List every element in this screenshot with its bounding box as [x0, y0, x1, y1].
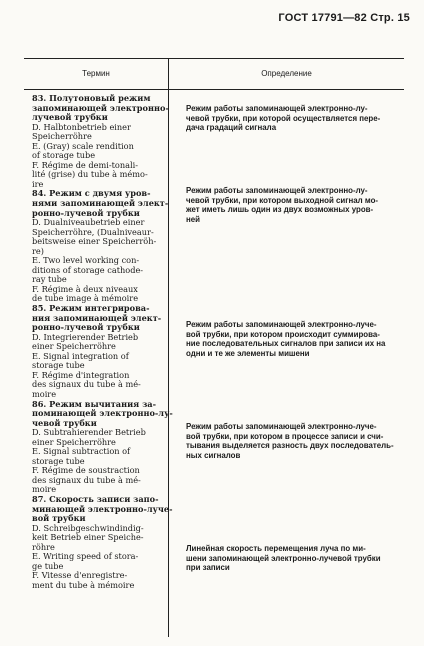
definition-line: чевой трубки, при которой осуществляется пере- [186, 113, 381, 123]
definition-line: одни и те же элементы мишени [186, 348, 310, 358]
term-foreign-line: F. Régime d'integration [32, 369, 130, 380]
column-header-definition: Определение [261, 69, 312, 78]
term-foreign-line: Speicherröhre, (Dualniveaur- [32, 226, 154, 237]
term-russian-line: ронно-лучевой трубки [32, 322, 140, 333]
term-entry [32, 398, 173, 495]
term-foreign-line: ray tube [32, 274, 67, 285]
definition-entry [186, 320, 398, 358]
definition-line: ней [186, 214, 201, 224]
term-foreign-line: of storage tube [32, 150, 96, 161]
terms-table [24, 58, 404, 637]
term-foreign-line: ment du tube à mémoire [32, 579, 135, 590]
term-foreign-line: F. Régime à deux niveaux [32, 283, 138, 294]
definition-line: при записи [186, 563, 230, 573]
definition-line: Режим работы запоминающей электронно-лу- [186, 186, 368, 195]
term-russian-line: минающей электронно-луче- [32, 503, 173, 514]
page-header: ГОСТ 17791—82 Стр. 15 [278, 12, 410, 24]
term-russian-line: поминающей электронно-лу- [32, 408, 173, 419]
term-foreign-line: röhre [32, 541, 55, 552]
term-foreign-line: ditions of storage cathode- [32, 264, 144, 275]
definition-line: Линейная скорость перемещения луча по ми- [186, 544, 366, 553]
definition-line: жет иметь лишь один из двух возможных уров- [186, 205, 374, 215]
term-russian-line: ронно-лучевой трубки [32, 207, 140, 218]
term-russian-line: 83. Полутоновый режим [32, 93, 151, 103]
definition-line: дача градаций сигнала [186, 123, 277, 133]
term-foreign-line: moire [32, 388, 57, 399]
terms-column [32, 93, 173, 590]
term-foreign-line: des signaux du tube à mé- [32, 379, 141, 390]
term-foreign-line: ire [32, 178, 44, 189]
term-foreign-line: keit Betrieb einer Speiche- [32, 532, 144, 543]
definition-line: Режим работы запоминающей электронно-луче- [186, 422, 377, 431]
definition-entry [186, 544, 398, 573]
term-entry [32, 188, 169, 304]
term-foreign-line: D. Schreibgeschwindindig- [32, 522, 144, 533]
definition-line: тывания выделяется разность двух последователь- [186, 441, 394, 451]
term-foreign-line: lité (grise) du tube à mémo- [32, 169, 148, 180]
term-foreign-line: de tube image à mémoire [32, 293, 139, 304]
header-divider [24, 89, 404, 90]
term-foreign-line: E. Signal integration of [32, 350, 129, 361]
term-foreign-line: storage tube [32, 360, 85, 371]
definition-line: Режим работы запоминающей электронно-луче- [186, 320, 377, 329]
term-entry [32, 493, 173, 590]
term-foreign-line: Speicherröhre [32, 131, 92, 142]
term-foreign-line: D. Dualniveaubetrieb einer [32, 217, 145, 228]
definition-line: ние последовательных сигналов при записи их на [186, 339, 386, 349]
term-foreign-line: ge tube [32, 560, 64, 571]
definition-line: чевой трубки, при котором выходной сигнал мо- [186, 195, 379, 205]
column-header-term: Термин [82, 69, 110, 78]
term-foreign-line: einer Speicherröhre [32, 341, 116, 352]
term-foreign-line: F. Régime de demi-tonali- [32, 159, 138, 170]
term-russian-line: 86. Режим вычитания за- [32, 398, 156, 409]
term-russian-line: нями запоминающей элект- [32, 198, 169, 209]
term-foreign-line: einer Speicherröhre [32, 436, 116, 447]
term-russian-line: чевой трубки [32, 417, 97, 428]
term-foreign-line: D. Integrierender Betrieb [32, 331, 139, 342]
definition-line: ных сигналов [186, 450, 241, 460]
term-foreign-line: D. Subtrahierender Betrieb [32, 427, 146, 438]
term-russian-line: ния запоминающей элект- [32, 312, 162, 323]
definition-entry [186, 186, 398, 224]
term-entry [32, 93, 169, 189]
term-russian-line: лучевой трубки [32, 112, 108, 123]
term-entry [32, 304, 166, 399]
term-foreign-line: E. Signal subtraction of [32, 446, 131, 457]
term-foreign-line: E. Two level working con- [32, 255, 140, 266]
term-foreign-line: F. Régime de soustraction [32, 465, 140, 476]
term-russian-line: 87. Скорость записи запо- [32, 493, 159, 504]
term-foreign-line: D. Halbtonbetrieb einer [32, 121, 131, 132]
definition-line: шени запоминающей электронно-лучевой трубки [186, 553, 381, 563]
term-russian-line: вой трубки [32, 513, 86, 524]
term-foreign-line: re) [32, 245, 44, 256]
term-foreign-line: E. Writing speed of stora- [32, 551, 139, 562]
term-foreign-line: beitsweise einer Speicherröh- [32, 236, 157, 247]
definition-line: вой трубки, при котором в процессе записи и счи- [186, 431, 384, 441]
term-foreign-line: E. (Gray) scale rendition [32, 140, 134, 151]
term-russian-line: 85. Режим интегрирова- [32, 303, 150, 314]
term-foreign-line: des signaux du tube à mé- [32, 474, 141, 485]
term-foreign-line: moire [32, 484, 57, 495]
definition-line: вой трубки, при котором происходит суммирова- [186, 329, 380, 339]
term-foreign-line: F. Vitesse d'enregistre- [32, 570, 128, 581]
definition-entry [186, 104, 398, 133]
term-foreign-line: storage tube [32, 455, 85, 466]
definition-entry [186, 422, 398, 460]
term-russian-line: запоминающей электронно- [32, 102, 169, 113]
definition-line: Режим работы запоминающей электронно-лу- [186, 104, 368, 113]
column-divider [168, 59, 169, 637]
term-russian-line: 84. Режим с двумя уров- [32, 188, 151, 199]
